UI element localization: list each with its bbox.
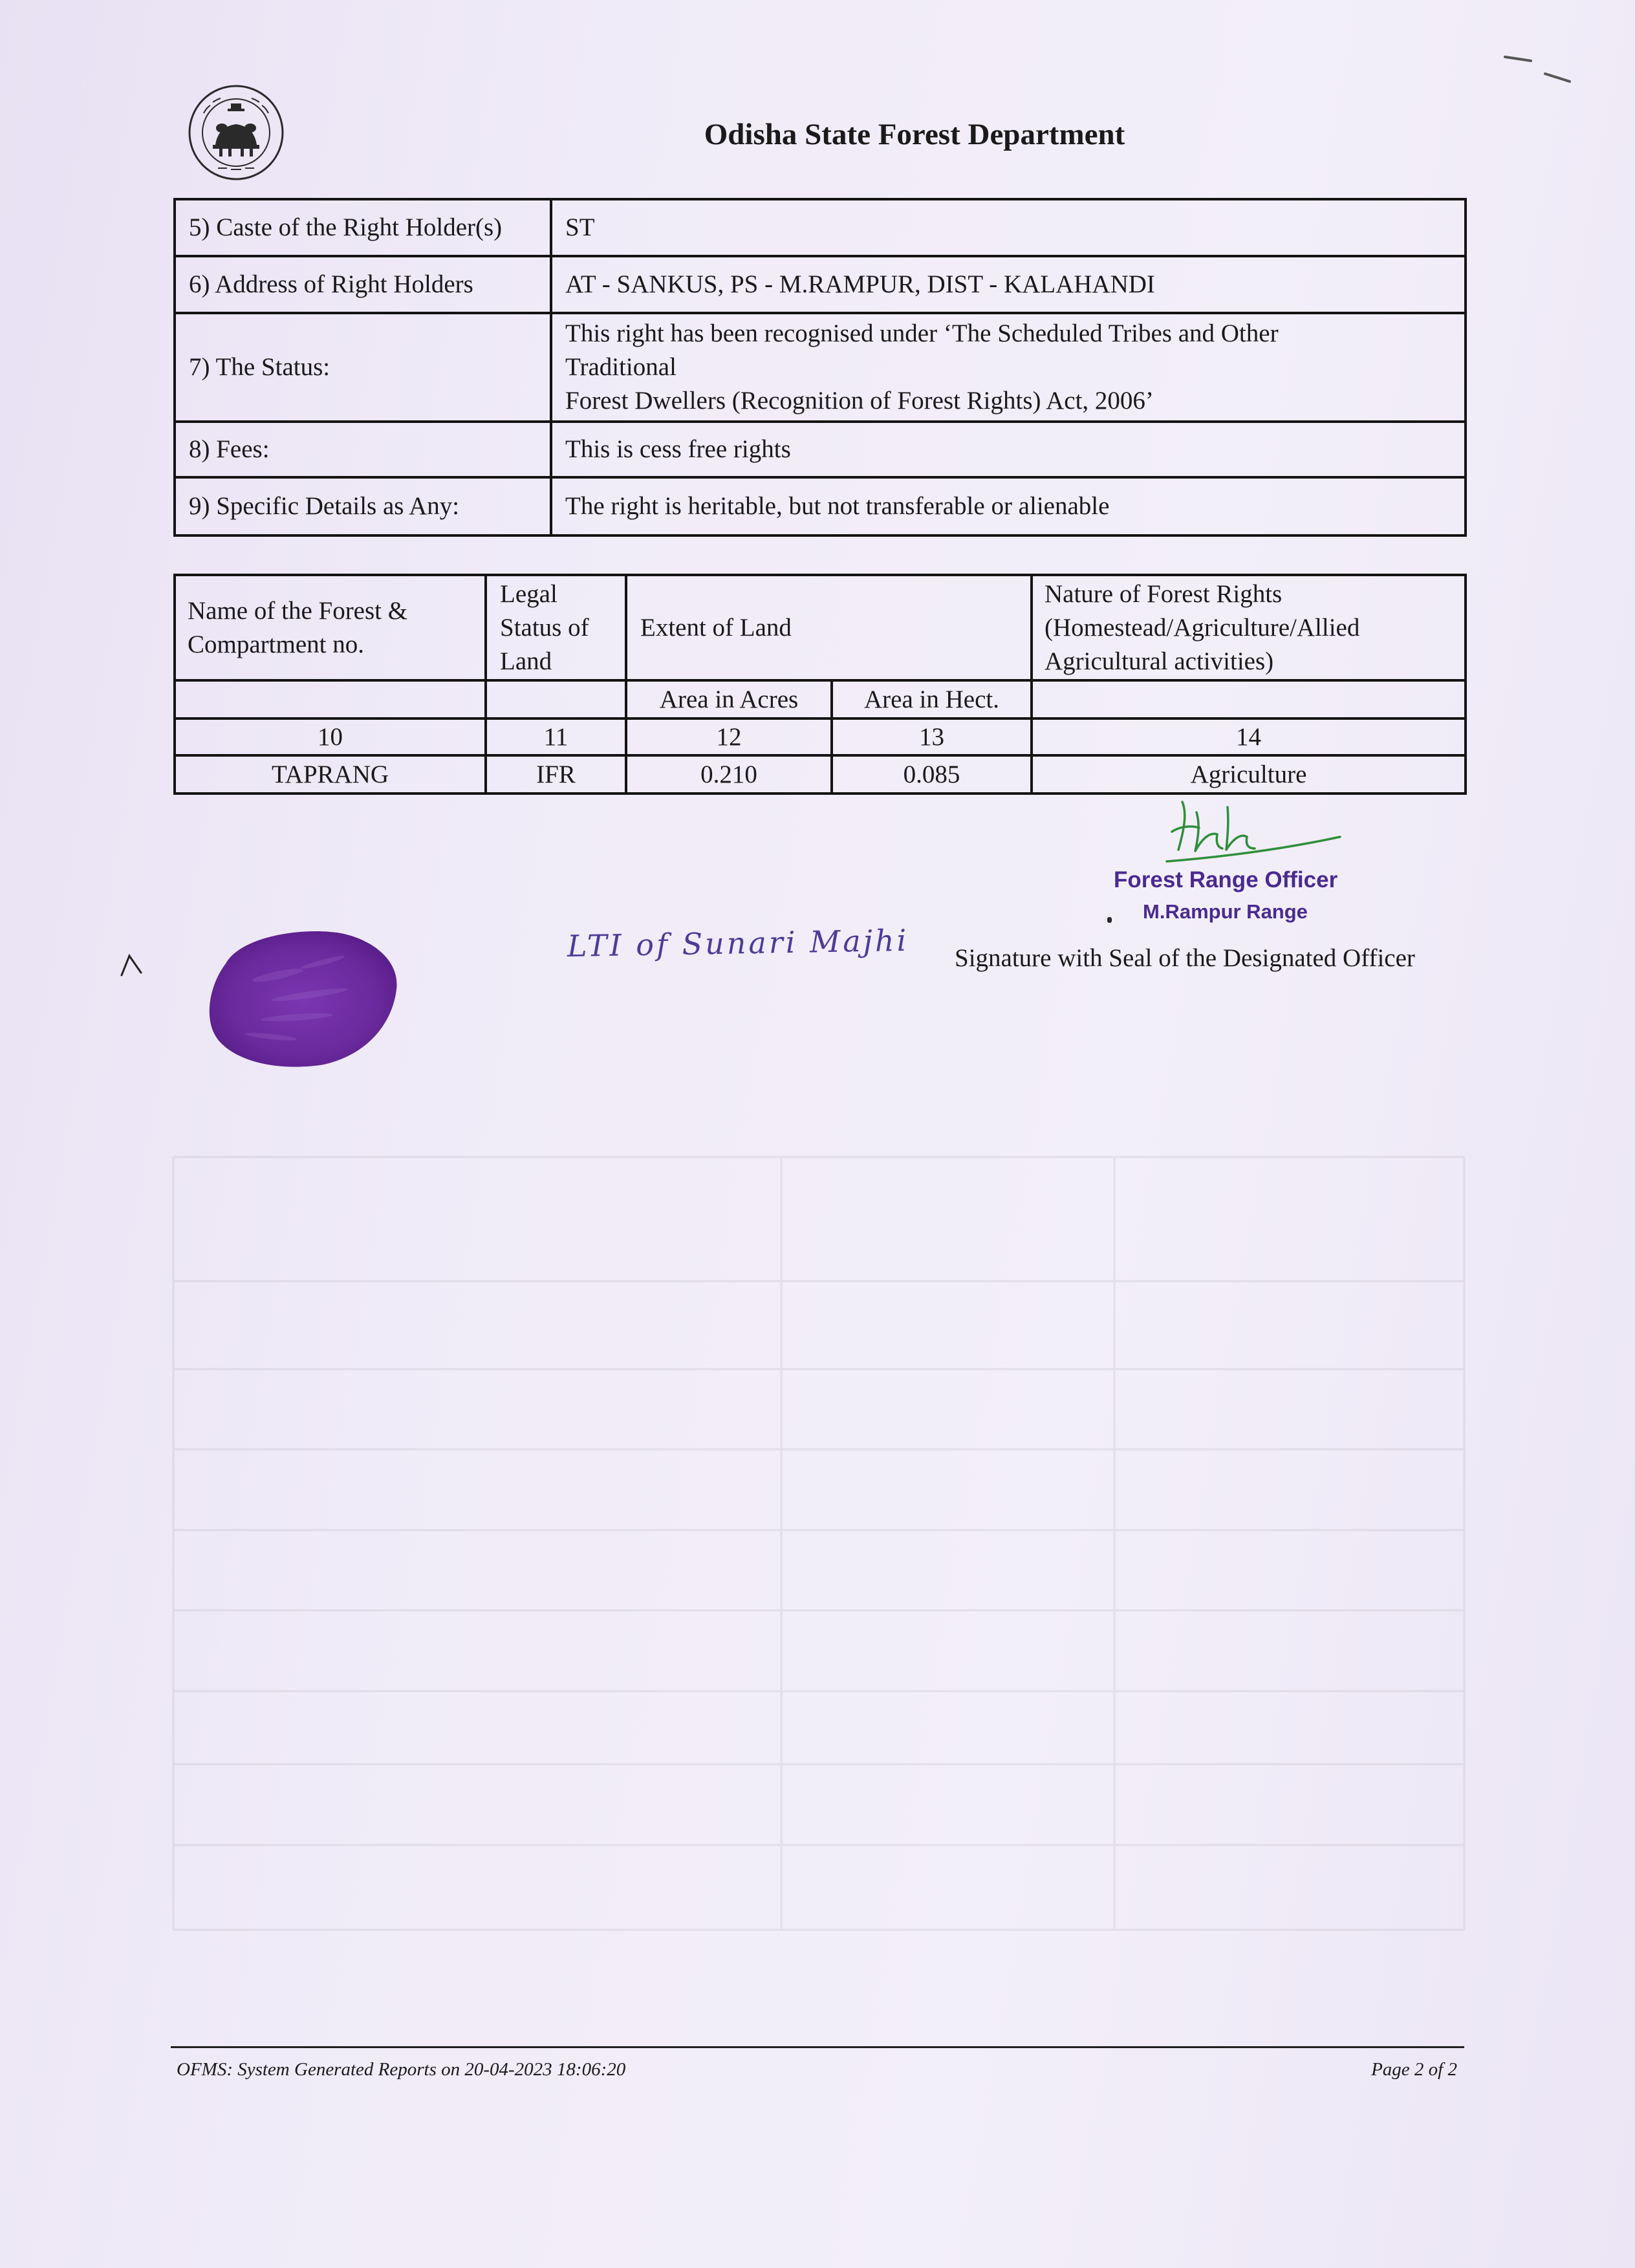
footer-report-info: OFMS: System Generated Reports on 20-04-2023 18:06:20 [177, 2059, 626, 2080]
area-acres-cell: 0.210 [626, 755, 832, 794]
legal-status-cell: IFR [486, 755, 626, 794]
column-number: 12 [626, 718, 832, 755]
empty-cell [175, 680, 486, 718]
address-value: AT - SANKUS, PS - M.RAMPUR, DIST - KALAHANDI [551, 256, 1466, 313]
column-number: 13 [832, 718, 1032, 755]
caste-row [175, 199, 1466, 256]
column-number: 14 [1032, 718, 1466, 755]
status-line: Traditional [565, 353, 677, 381]
land-details-table [173, 574, 1467, 795]
address-row [175, 256, 1466, 313]
table-row [175, 755, 1466, 794]
header-line: Name of the Forest & [188, 596, 408, 625]
header-line: Nature of Forest Rights [1045, 579, 1283, 608]
thumb-impression [200, 923, 407, 1072]
status-value [551, 313, 1466, 422]
column-number: 11 [486, 718, 626, 755]
scan-marks [1497, 50, 1581, 89]
nature-cell: Agriculture [1032, 755, 1466, 794]
specific-details-label: 9) Specific Details as Any: [175, 477, 551, 535]
table-header-row [175, 575, 1466, 680]
caret-mark-icon [118, 951, 146, 979]
header-line: (Homestead/Agriculture/Allied [1045, 613, 1360, 642]
column-number: 10 [175, 718, 486, 755]
empty-cell [486, 680, 626, 718]
caste-value: ST [551, 199, 1466, 256]
lti-handwritten-note: LTI of Sunari Majhi [567, 922, 909, 964]
specific-details-row [175, 477, 1466, 535]
forest-name-cell: TAPRANG [175, 755, 486, 794]
fees-label: 8) Fees: [175, 422, 551, 477]
area-hect-cell: 0.085 [832, 755, 1032, 794]
area-hect-header: Area in Hect. [832, 680, 1032, 718]
status-row [175, 313, 1466, 422]
empty-cell [1032, 680, 1466, 718]
caste-label: 5) Caste of the Right Holder(s) [175, 199, 551, 256]
table-subheader-row [175, 680, 1466, 718]
area-acres-header: Area in Acres [626, 680, 832, 718]
designated-officer-caption: Signature with Seal of the Designated Officer [955, 944, 1415, 972]
footer-divider [171, 2046, 1464, 2048]
footer-page-number: Page 2 of 2 [1371, 2059, 1457, 2080]
stamp-speck [1107, 917, 1112, 923]
address-label: 6) Address of Right Holders [175, 256, 551, 313]
nature-of-rights-header [1032, 575, 1466, 680]
fees-value: This is cess free rights [551, 422, 1466, 477]
specific-details-value: The right is heritable, but not transferable or alienable [551, 477, 1466, 535]
page-title: Odisha State Forest Department [704, 118, 1125, 151]
fees-row [175, 422, 1466, 477]
officer-signature [1158, 794, 1345, 869]
status-label: 7) The Status: [175, 313, 551, 422]
stamp-officer-title: Forest Range Officer [1114, 867, 1338, 892]
status-line: This right has been recognised under ‘The Scheduled Tribes and Other [565, 319, 1279, 347]
right-holder-details-table [173, 198, 1467, 537]
header-line: Status of [500, 613, 589, 642]
status-line: Forest Dwellers (Recognition of Forest Rights) Act, 2006’ [565, 387, 1154, 415]
stamp-range-name: M.Rampur Range [1143, 900, 1308, 923]
extent-of-land-header: Extent of Land [626, 575, 1032, 680]
header-line: Compartment no. [188, 630, 364, 658]
legal-status-header [486, 575, 626, 680]
header-line: Agricultural activities) [1045, 647, 1274, 675]
column-number-row [175, 718, 1466, 755]
header-line: Legal [500, 579, 558, 608]
forest-name-header [175, 575, 486, 680]
header-line: Land [500, 647, 552, 675]
